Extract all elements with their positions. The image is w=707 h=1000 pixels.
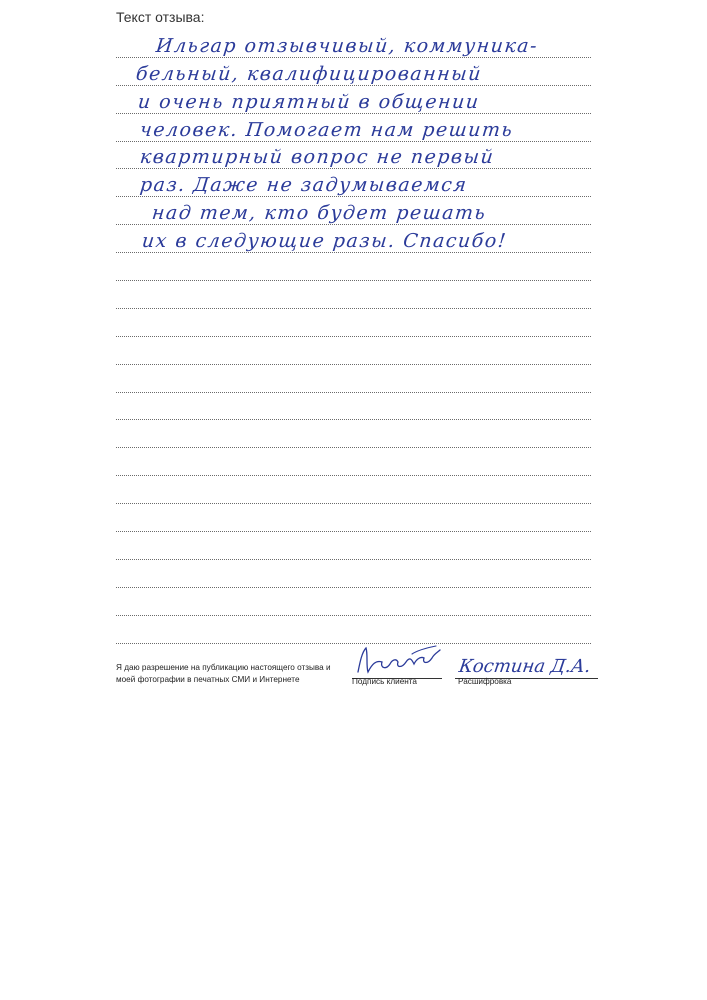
consent-text: Я даю разрешение на публикацию настоящего отзыва и моей фотографии в печатных СМИ и Интернете <box>116 663 331 684</box>
ruled-line <box>116 560 591 588</box>
handwritten-line: человек. Помогает нам решить <box>138 118 515 141</box>
ruled-line <box>116 30 591 58</box>
handwritten-line: бельный, квалифицированный <box>134 62 484 85</box>
signature-decode <box>455 636 598 679</box>
ruled-line <box>116 420 591 448</box>
ruled-line <box>116 253 591 281</box>
ruled-line <box>116 225 591 253</box>
ruled-line <box>116 86 591 114</box>
review-lines <box>116 30 591 644</box>
signature-scribble <box>352 636 442 678</box>
handwritten-line: над тем, кто будет решать <box>150 202 488 225</box>
ruled-line <box>116 532 591 560</box>
review-title: Текст отзыва: <box>116 9 205 25</box>
signature-caption: Подпись клиента <box>352 677 417 686</box>
ruled-line <box>116 476 591 504</box>
ruled-line <box>116 588 591 616</box>
ruled-line <box>116 142 591 170</box>
ruled-line <box>116 309 591 337</box>
client-name-handwritten: Костина Д.А. <box>457 656 593 677</box>
ruled-line <box>116 169 591 197</box>
handwritten-line: квартирный вопрос не первый <box>138 146 496 169</box>
ruled-line <box>116 114 591 142</box>
ruled-line <box>116 281 591 309</box>
handwritten-line: и очень приятный в общении <box>136 90 481 113</box>
handwritten-line: Ильгар отзывчивый, коммуника- <box>154 34 540 57</box>
ruled-line <box>116 448 591 476</box>
handwritten-line: их в следующие разы. Спасибо! <box>140 230 509 253</box>
ruled-line <box>116 337 591 365</box>
ruled-line <box>116 58 591 86</box>
client-signature <box>352 636 442 679</box>
ruled-line <box>116 197 591 225</box>
decode-caption: Расшифровка <box>458 677 512 686</box>
ruled-line <box>116 504 591 532</box>
handwritten-line: раз. Даже не задумываемся <box>138 174 469 197</box>
ruled-line <box>116 365 591 393</box>
ruled-line <box>116 393 591 421</box>
